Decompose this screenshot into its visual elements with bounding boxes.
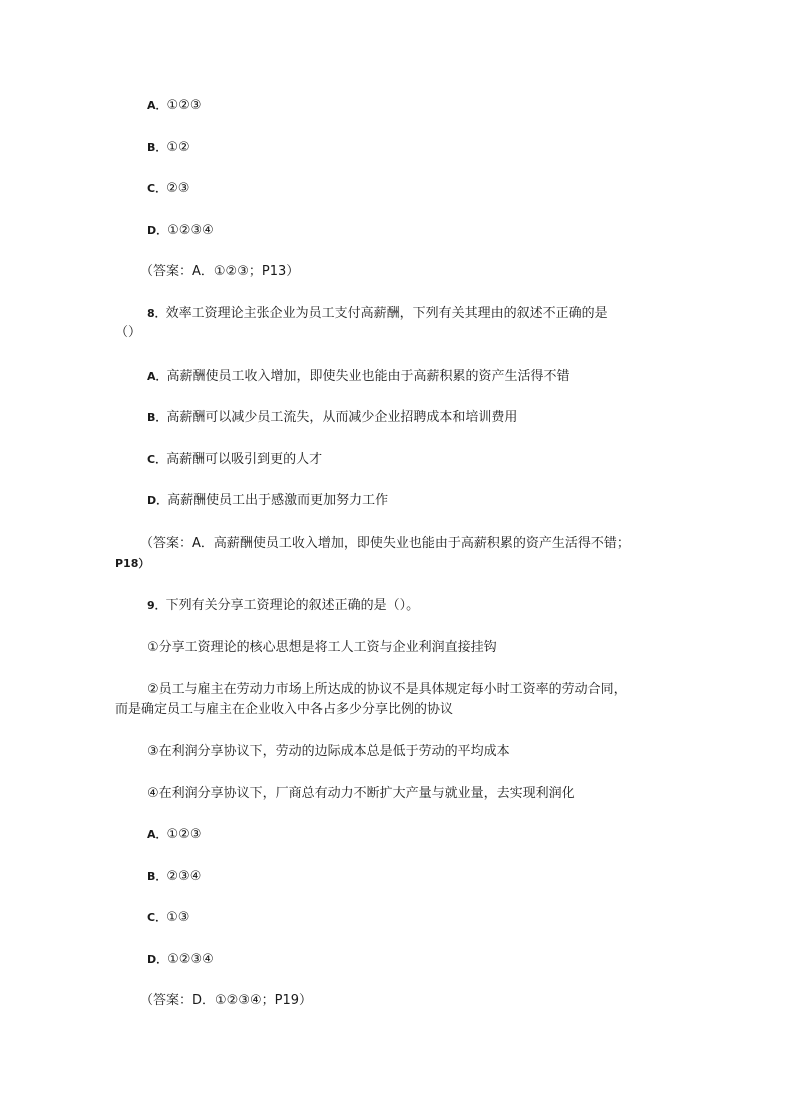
option-label: D． [147, 953, 168, 966]
option-text: ①②③ [166, 98, 202, 113]
option-text: ①② [166, 140, 190, 155]
q8-option-b [147, 410, 517, 426]
question-number: 8． [147, 307, 166, 320]
option-label: A． [147, 99, 167, 112]
q7-option-d [147, 223, 214, 239]
q9-statement-2-wrap: 而是确定员工与雇主在企业收入中各占多少分享比例的协议 [115, 702, 454, 717]
q9-option-c [147, 910, 189, 926]
option-label: D． [147, 224, 168, 237]
option-label: B． [147, 141, 167, 154]
option-text: 高薪酬可以吸引到更的人才 [166, 452, 323, 467]
option-text: ②③ [166, 181, 190, 196]
option-label: C． [147, 453, 167, 466]
option-text: 高薪酬可以减少员工流失，从而减少企业招聘成本和培训费用 [166, 410, 518, 425]
option-label: D． [147, 494, 168, 507]
option-text: ①②③ [166, 827, 202, 842]
q7-option-a [147, 98, 201, 114]
option-text: ①②③④ [167, 952, 214, 967]
q9-stem [147, 598, 419, 614]
option-text: 高薪酬使员工出于感激而更加努力工作 [167, 493, 389, 508]
q9-statement-4: ④在利润分享协议下，厂商总有动力不断扩大产量与就业量，去实现利润化 [147, 786, 575, 801]
q9-option-a [147, 827, 201, 843]
q9-option-b [147, 869, 201, 885]
q8-option-a [147, 369, 570, 385]
question-number: 9． [147, 599, 166, 612]
option-label: C． [147, 182, 167, 195]
option-label: A． [147, 828, 167, 841]
q7-option-c [147, 181, 189, 197]
q9-statement-1: ①分享工资理论的核心思想是将工人工资与企业利润直接挂钩 [147, 640, 497, 655]
option-text: ②③④ [166, 869, 202, 884]
option-text: ①②③④ [167, 223, 214, 238]
option-label: C． [147, 911, 167, 924]
option-text: ①③ [166, 910, 190, 925]
q7-option-b [147, 140, 190, 156]
option-label: A． [147, 370, 167, 383]
q8-answer: （答案：A．高薪酬使员工收入增加，即使失业也能由于高薪积累的资产生活得不错； [140, 536, 630, 551]
q9-statement-2: ②员工与雇主在劳动力市场上所达成的协议不是具体规定每小时工资率的劳动合同， [147, 682, 627, 697]
q8-answer-wrap: P18） [115, 557, 150, 570]
q8-option-c [147, 452, 322, 468]
q9-option-d [147, 952, 214, 968]
option-text: 高薪酬使员工收入增加，即使失业也能由于高薪积累的资产生活得不错 [166, 369, 570, 384]
q8-stem-wrap: （） [115, 325, 142, 340]
option-label: B． [147, 411, 167, 424]
q9-statement-3: ③在利润分享协议下，劳动的边际成本总是低于劳动的平均成本 [147, 744, 510, 759]
q9-answer: （答案：D．①②③④；P19） [140, 993, 313, 1008]
option-label: B． [147, 870, 167, 883]
question-text: 效率工资理论主张企业为员工支付高薪酬，下列有关其理由的叙述不正确的是 [165, 306, 608, 321]
question-text: 下列有关分享工资理论的叙述正确的是（）。 [165, 598, 420, 613]
q8-stem [147, 306, 608, 322]
q7-answer: （答案：A．①②③；P13） [140, 264, 300, 279]
q8-option-d [147, 493, 388, 509]
